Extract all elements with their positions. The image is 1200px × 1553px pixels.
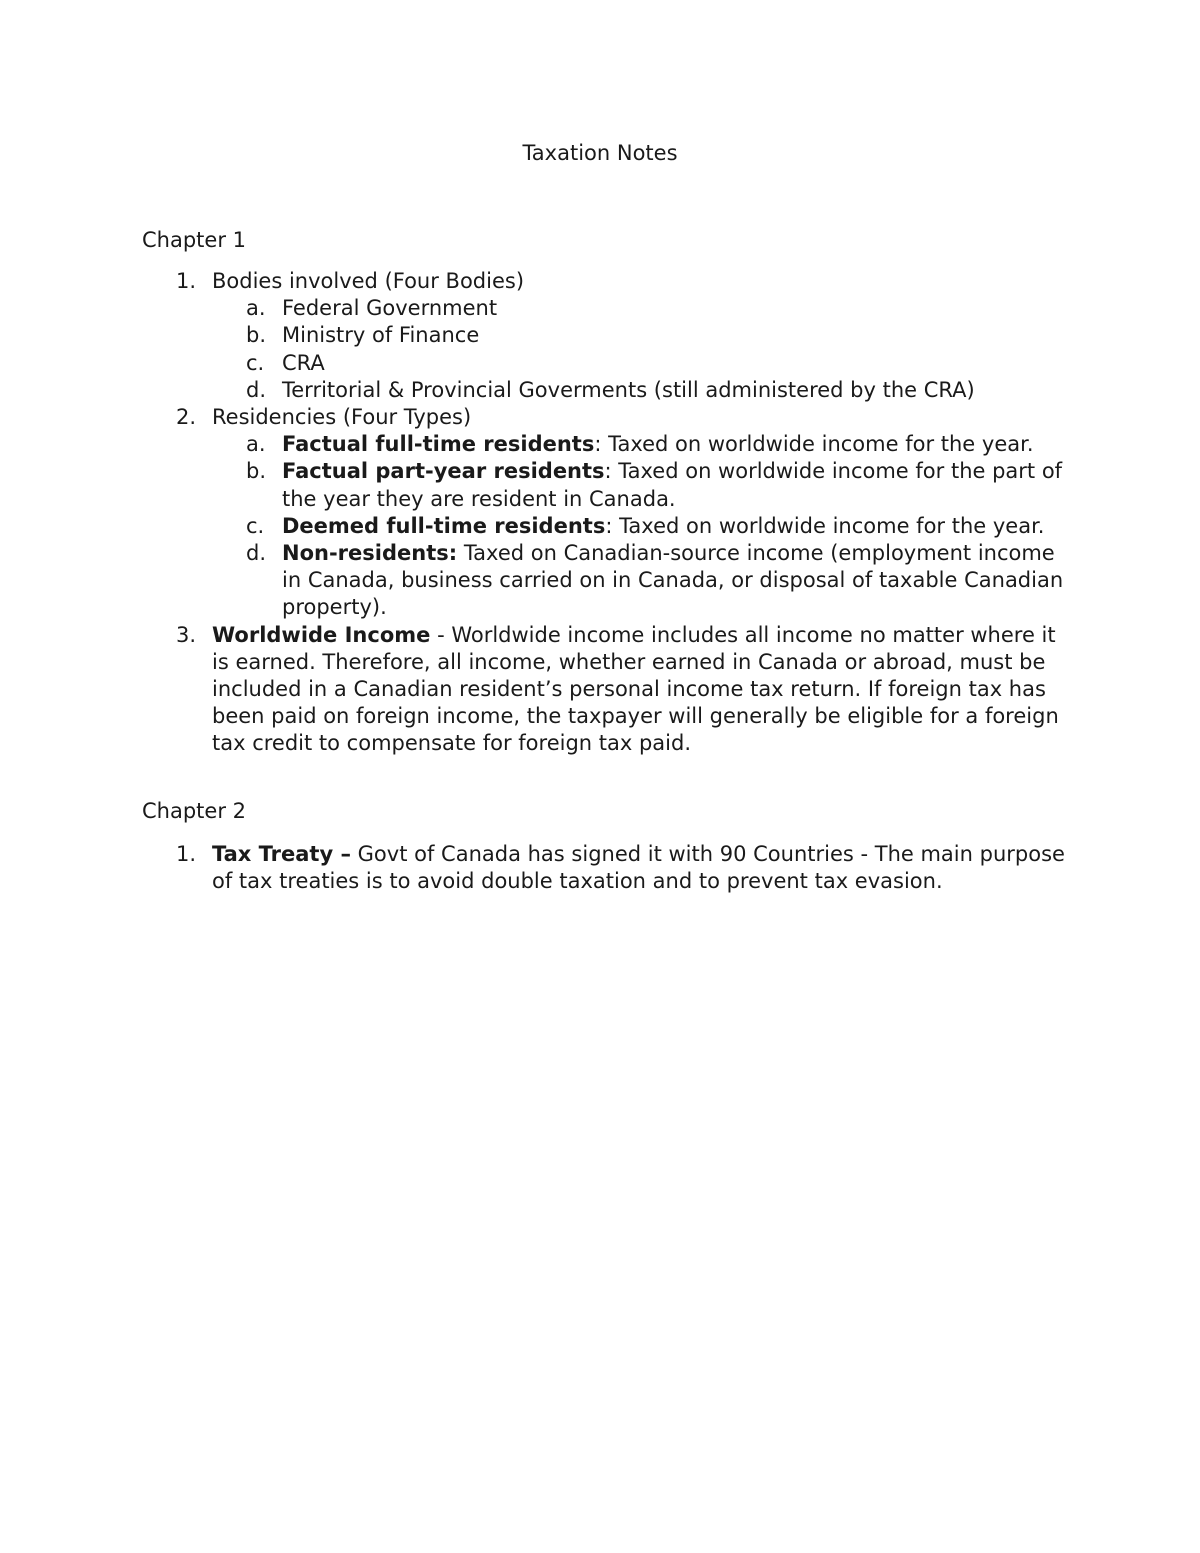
- item-number: 1.: [176, 269, 197, 293]
- item-letter: a.: [246, 296, 266, 321]
- item-text: Bodies involved (Four Bodies): [212, 269, 525, 293]
- item-letter: d.: [246, 541, 267, 566]
- chapter-2-list: [142, 841, 1072, 895]
- sub-list-item: [212, 295, 1072, 322]
- sub-list-item: [212, 350, 1072, 377]
- item-number: 3.: [176, 622, 197, 647]
- list-item: [142, 622, 1072, 758]
- item-text: : Taxed on worldwide income for the year.: [594, 432, 1034, 457]
- list-item: [142, 268, 1072, 404]
- sub-list-item: [212, 458, 1072, 512]
- item-text: Residencies (Four Types): [212, 405, 472, 430]
- item-text: Territorial & Provincial Goverments (still administered by the CRA): [282, 377, 975, 402]
- item-text: Ministry of Finance: [282, 323, 480, 348]
- item-letter: a.: [246, 432, 266, 457]
- item-term: Non-residents:: [282, 541, 458, 566]
- document-title: Taxation Notes: [522, 141, 678, 165]
- item-term: Factual part-year residents: [282, 459, 605, 484]
- item-text: - Worldwide income includes all income no matter where it is earned. Therefore, all income, whether earned in Canada or abroad, must be included in a Canadian resident’s personal income tax return. If foreign tax has been paid on foreign income, the taxpayer will generally be eligible for a foreign tax credit to compensate for foreign tax paid.: [212, 622, 1059, 756]
- sub-list-item: [212, 431, 1072, 458]
- chapter-2-heading: Chapter 2: [142, 799, 246, 823]
- sub-list-item: [212, 322, 1072, 349]
- chapter-1-heading: Chapter 1: [142, 228, 246, 252]
- sub-list-item: [212, 377, 1072, 404]
- chapter-1-list: [142, 268, 1072, 758]
- item-text: : Taxed on worldwide income for the part of the year they are resident in Canada.: [282, 459, 1063, 511]
- item-text: CRA: [282, 350, 325, 375]
- item-letter: c.: [246, 513, 265, 538]
- bodies-sublist: [212, 295, 1072, 404]
- item-letter: d.: [246, 377, 267, 402]
- item-letter: b.: [246, 459, 267, 484]
- item-number: 1.: [176, 842, 197, 866]
- item-text: Federal Government: [282, 296, 498, 321]
- item-text: Taxed on Canadian-source income (employment income in Canada, business carried on in Canada, or disposal of taxable Canadian property).: [282, 541, 1064, 620]
- item-term: Factual full-time residents: [282, 432, 595, 457]
- sub-list-item: [212, 513, 1072, 540]
- item-term: Worldwide Income: [212, 622, 431, 647]
- item-letter: b.: [246, 323, 267, 348]
- item-text: Govt of Canada has signed it with 90 Countries - The main purpose of tax treaties is to avoid double taxation and to prevent tax evasion.: [212, 842, 1065, 894]
- item-number: 2.: [176, 405, 197, 430]
- sub-list-item: [212, 540, 1072, 622]
- list-item: [142, 841, 1072, 895]
- item-term: Deemed full-time residents: [282, 513, 606, 538]
- residencies-sublist: [212, 431, 1072, 621]
- item-term: Tax Treaty –: [212, 842, 351, 866]
- item-text: : Taxed on worldwide income for the year.: [605, 513, 1045, 538]
- list-item: [142, 404, 1072, 622]
- item-letter: c.: [246, 350, 265, 375]
